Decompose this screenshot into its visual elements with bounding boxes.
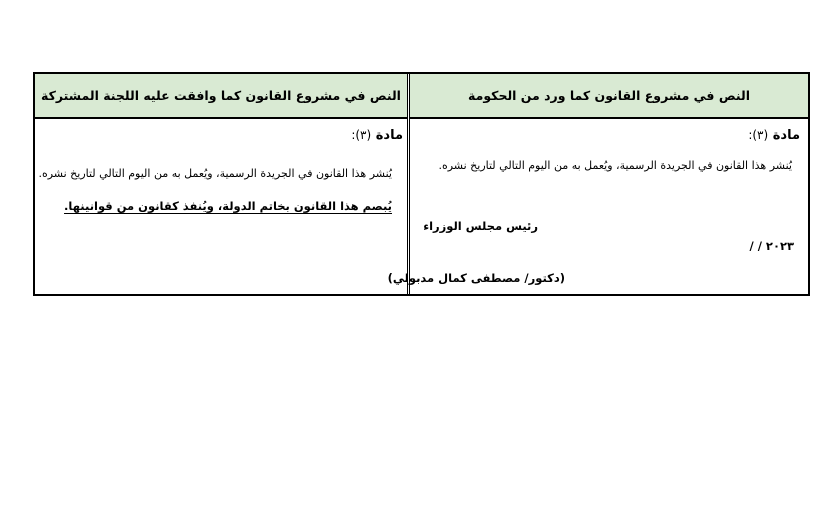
article-added-text: يُبصم هذا القانون بخاتم الدولة، ويُنفذ كقانون من قوانينها. <box>64 199 392 213</box>
government-version-column <box>387 74 808 294</box>
article-label: مادة <box>772 128 800 143</box>
committee-version-header: النص في مشروع القانون كما وافقت عليه اللجنة المشتركة <box>35 74 407 119</box>
article-text: يُنشر هذا القانون في الجريدة الرسمية، ويُعمل به من اليوم التالي لتاريخ نشره. <box>38 167 392 180</box>
signature-date: / / ٢٠٢٣ <box>749 239 794 253</box>
article-text: يُنشر هذا القانون في الجريدة الرسمية، ويُعمل به من اليوم التالي لتاريخ نشره. <box>438 159 792 172</box>
government-version-header: النص في مشروع القانون كما ورد من الحكومة <box>410 74 808 119</box>
comparison-table <box>33 72 810 296</box>
article-number: (٣): <box>748 128 769 142</box>
article-heading <box>351 128 403 143</box>
committee-version-column <box>35 74 410 294</box>
article-number: (٣): <box>351 128 372 142</box>
signatory-name: (دكتور/ مصطفى كمال مدبولي) <box>387 271 565 285</box>
article-label: مادة <box>375 128 403 143</box>
signatory-title: رئيس مجلس الوزراء <box>423 219 538 233</box>
article-heading <box>748 128 800 143</box>
